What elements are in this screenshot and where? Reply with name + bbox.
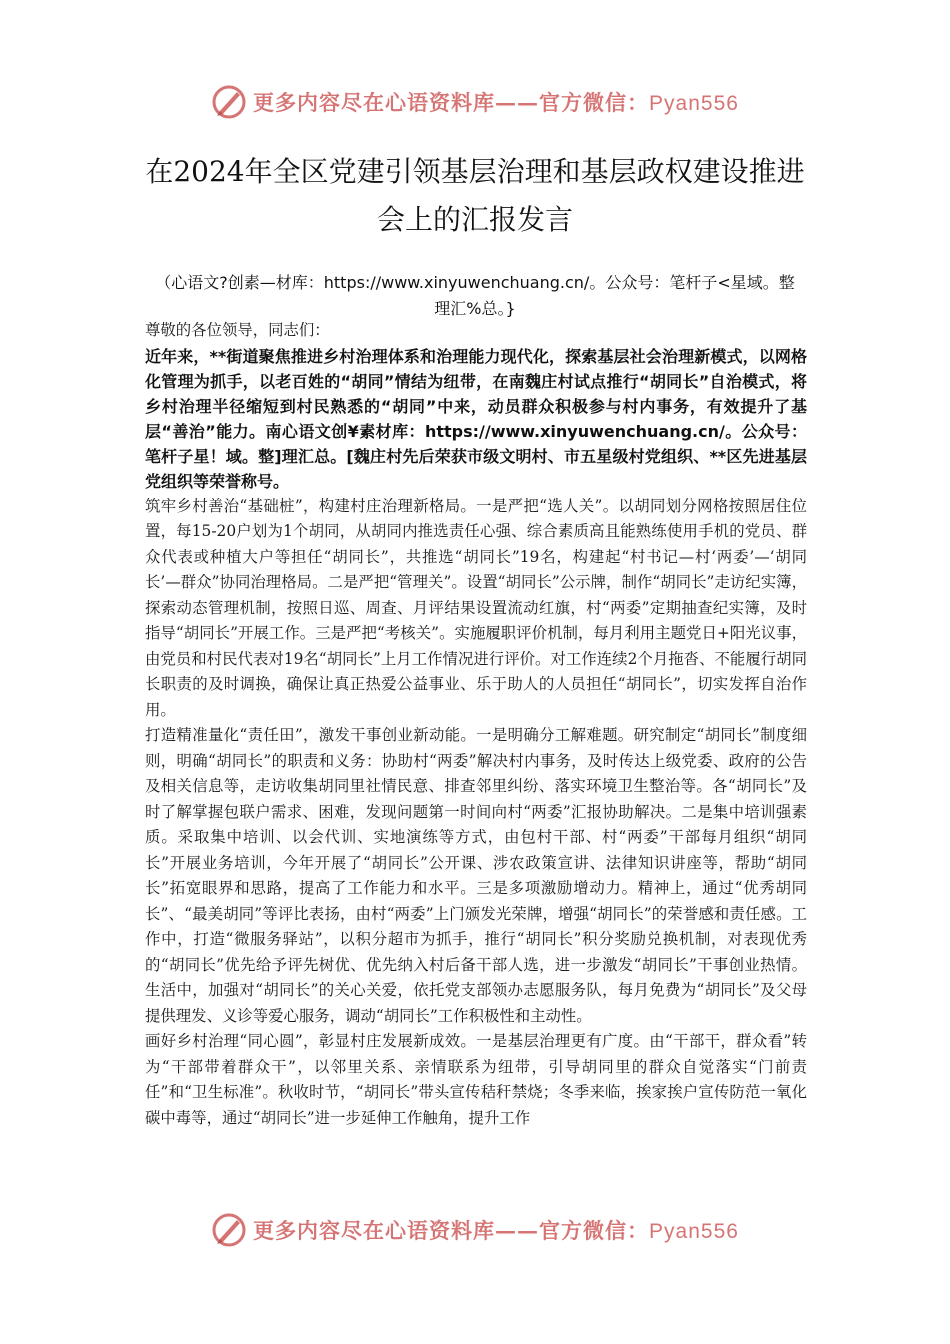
page-title: 在2024年全区党建引领基层治理和基层政权建设推进会上的汇报发言 xyxy=(145,155,805,236)
body-paragraph: 打造精准量化“责任田”，激发干事创业新动能。一是明确分工解难题。研究制定“胡同长”制度细则，明确“胡同长”的职责和义务：协助村“两委”解决村内事务，及时传达上级党委、政府的公告及相关信息等，走访收集胡同里社情民意、排查邻里纠纷、落实环境卫生整治等。各“胡同长”及时了解掌握包联户需求、困难，发现问题第一时间向村“两委”汇报协助解决。二是集中培训强素质。采取集中培训、以会代训、实地演练等方式，由包村干部、村“两委”干部每月组织“胡同长”开展业务培训，今年开展了“胡同长”公开课、涉农政策宣讲、法律知识讲座等，帮助“胡同长”拓宽眼界和思路，提高了工作能力和水平。三是多项激励增动力。精神上，通过“优秀胡同长”、“最美胡同”等评比表扬，由村“两委”上门颁发光荣牌，增强“胡同长”的荣誉感和责任感。工作中，打造“微服务驿站”，以积分超市为抓手，推行“胡同长”积分奖励兑换机制，对表现优秀的“胡同长”优先给予评先树优、优先纳入村后备干部人选，进一步激发“胡同长”干事创业热情。生活中，加强对“胡同长”的关心关爱，依托党支部领办志愿服务队，每月免费为“胡同长”及父母提供理发、义诊等爱心服务，调动“胡同长”工作积极性和主动性。 xyxy=(145,726,807,1025)
pen-logo-icon xyxy=(211,84,247,120)
document-body xyxy=(145,318,807,1131)
pen-logo-icon xyxy=(211,1212,247,1248)
body-paragraph: 画好乡村治理“同心圆”，彰显村庄发展新成效。一是基层治理更有广度。由“干部干，群众看”转为“干部带着群众干”，以邻里关系、亲情联系为纽带，引导胡同里的群众自觉落实“门前责任”和“卫生标准”。秋收时节，“胡同长”带头宣传秸秆禁烧；冬季来临，挨家挨户宣传防范一氧化碳中毒等，通过“胡同长”进一步延伸工作触角，提升工作 xyxy=(145,1032,807,1127)
intro-paragraph: 近年来，**街道聚焦推进乡村治理体系和治理能力现代化，探索基层社会治理新模式，以网格化管理为抓手，以老百姓的“胡同”情结为纽带，在南魏庄村试点推行“胡同长”自治模式，将乡村治理半径缩短到村民熟悉的“胡同”中来，动员群众积极参与村内事务，有效提升了基层“善治”能力。南心语文创¥素材库：https://www.xinyuwenchuang.cn/。公众号：笔杆子星！域。整]理汇总。[魏庄村先后荣获市级文明村、市五星级村党组织、**区先进基层党组织等荣誉称号。 xyxy=(145,346,807,491)
body-paragraph: 筑牢乡村善治“基础桩”，构建村庄治理新格局。一是严把“选人关”。以胡同划分网格按照居住位置，每15-20户划为1个胡同，从胡同内推选责任心强、综合素质高且能熟练使用手机的党员、群众代表或种植大户等担任“胡同长”，共推选“胡同长”19名，构建起“村书记—村‘两委’—‘胡同长’—群众”协同治理格局。二是严把“管理关”。设置“胡同长”公示牌，制作“胡同长”走访纪实簿，探索动态管理机制，按照日巡、周查、月评结果设置流动红旗，村“两委”定期抽查纪实簿，及时指导“胡同长”开展工作。三是严把“考核关”。实施履职评价机制，每月利用主题党日+阳光议事，由党员和村民代表对19名“胡同长”上月工作情况进行评价。对工作连续2个月拖沓、不能履行胡同长职责的及时调换，确保让真正热爱公益事业、乐于助人的人员担任“胡同长”，切实发挥自治作用。 xyxy=(145,496,807,719)
header-banner xyxy=(0,80,950,124)
footer-banner xyxy=(0,1208,950,1252)
banner-text: 更多内容尽在心语资料库——官方微信：Pyan556 xyxy=(253,1218,739,1243)
greeting: 尊敬的各位领导，同志们： xyxy=(145,321,330,339)
banner-text: 更多内容尽在心语资料库——官方微信：Pyan556 xyxy=(253,90,739,115)
source-note: （心语文?创素—材库：https://www.xinyuwenchuang.cn/。公众号：笔杆子<星域。整理汇%总。} xyxy=(155,273,795,318)
